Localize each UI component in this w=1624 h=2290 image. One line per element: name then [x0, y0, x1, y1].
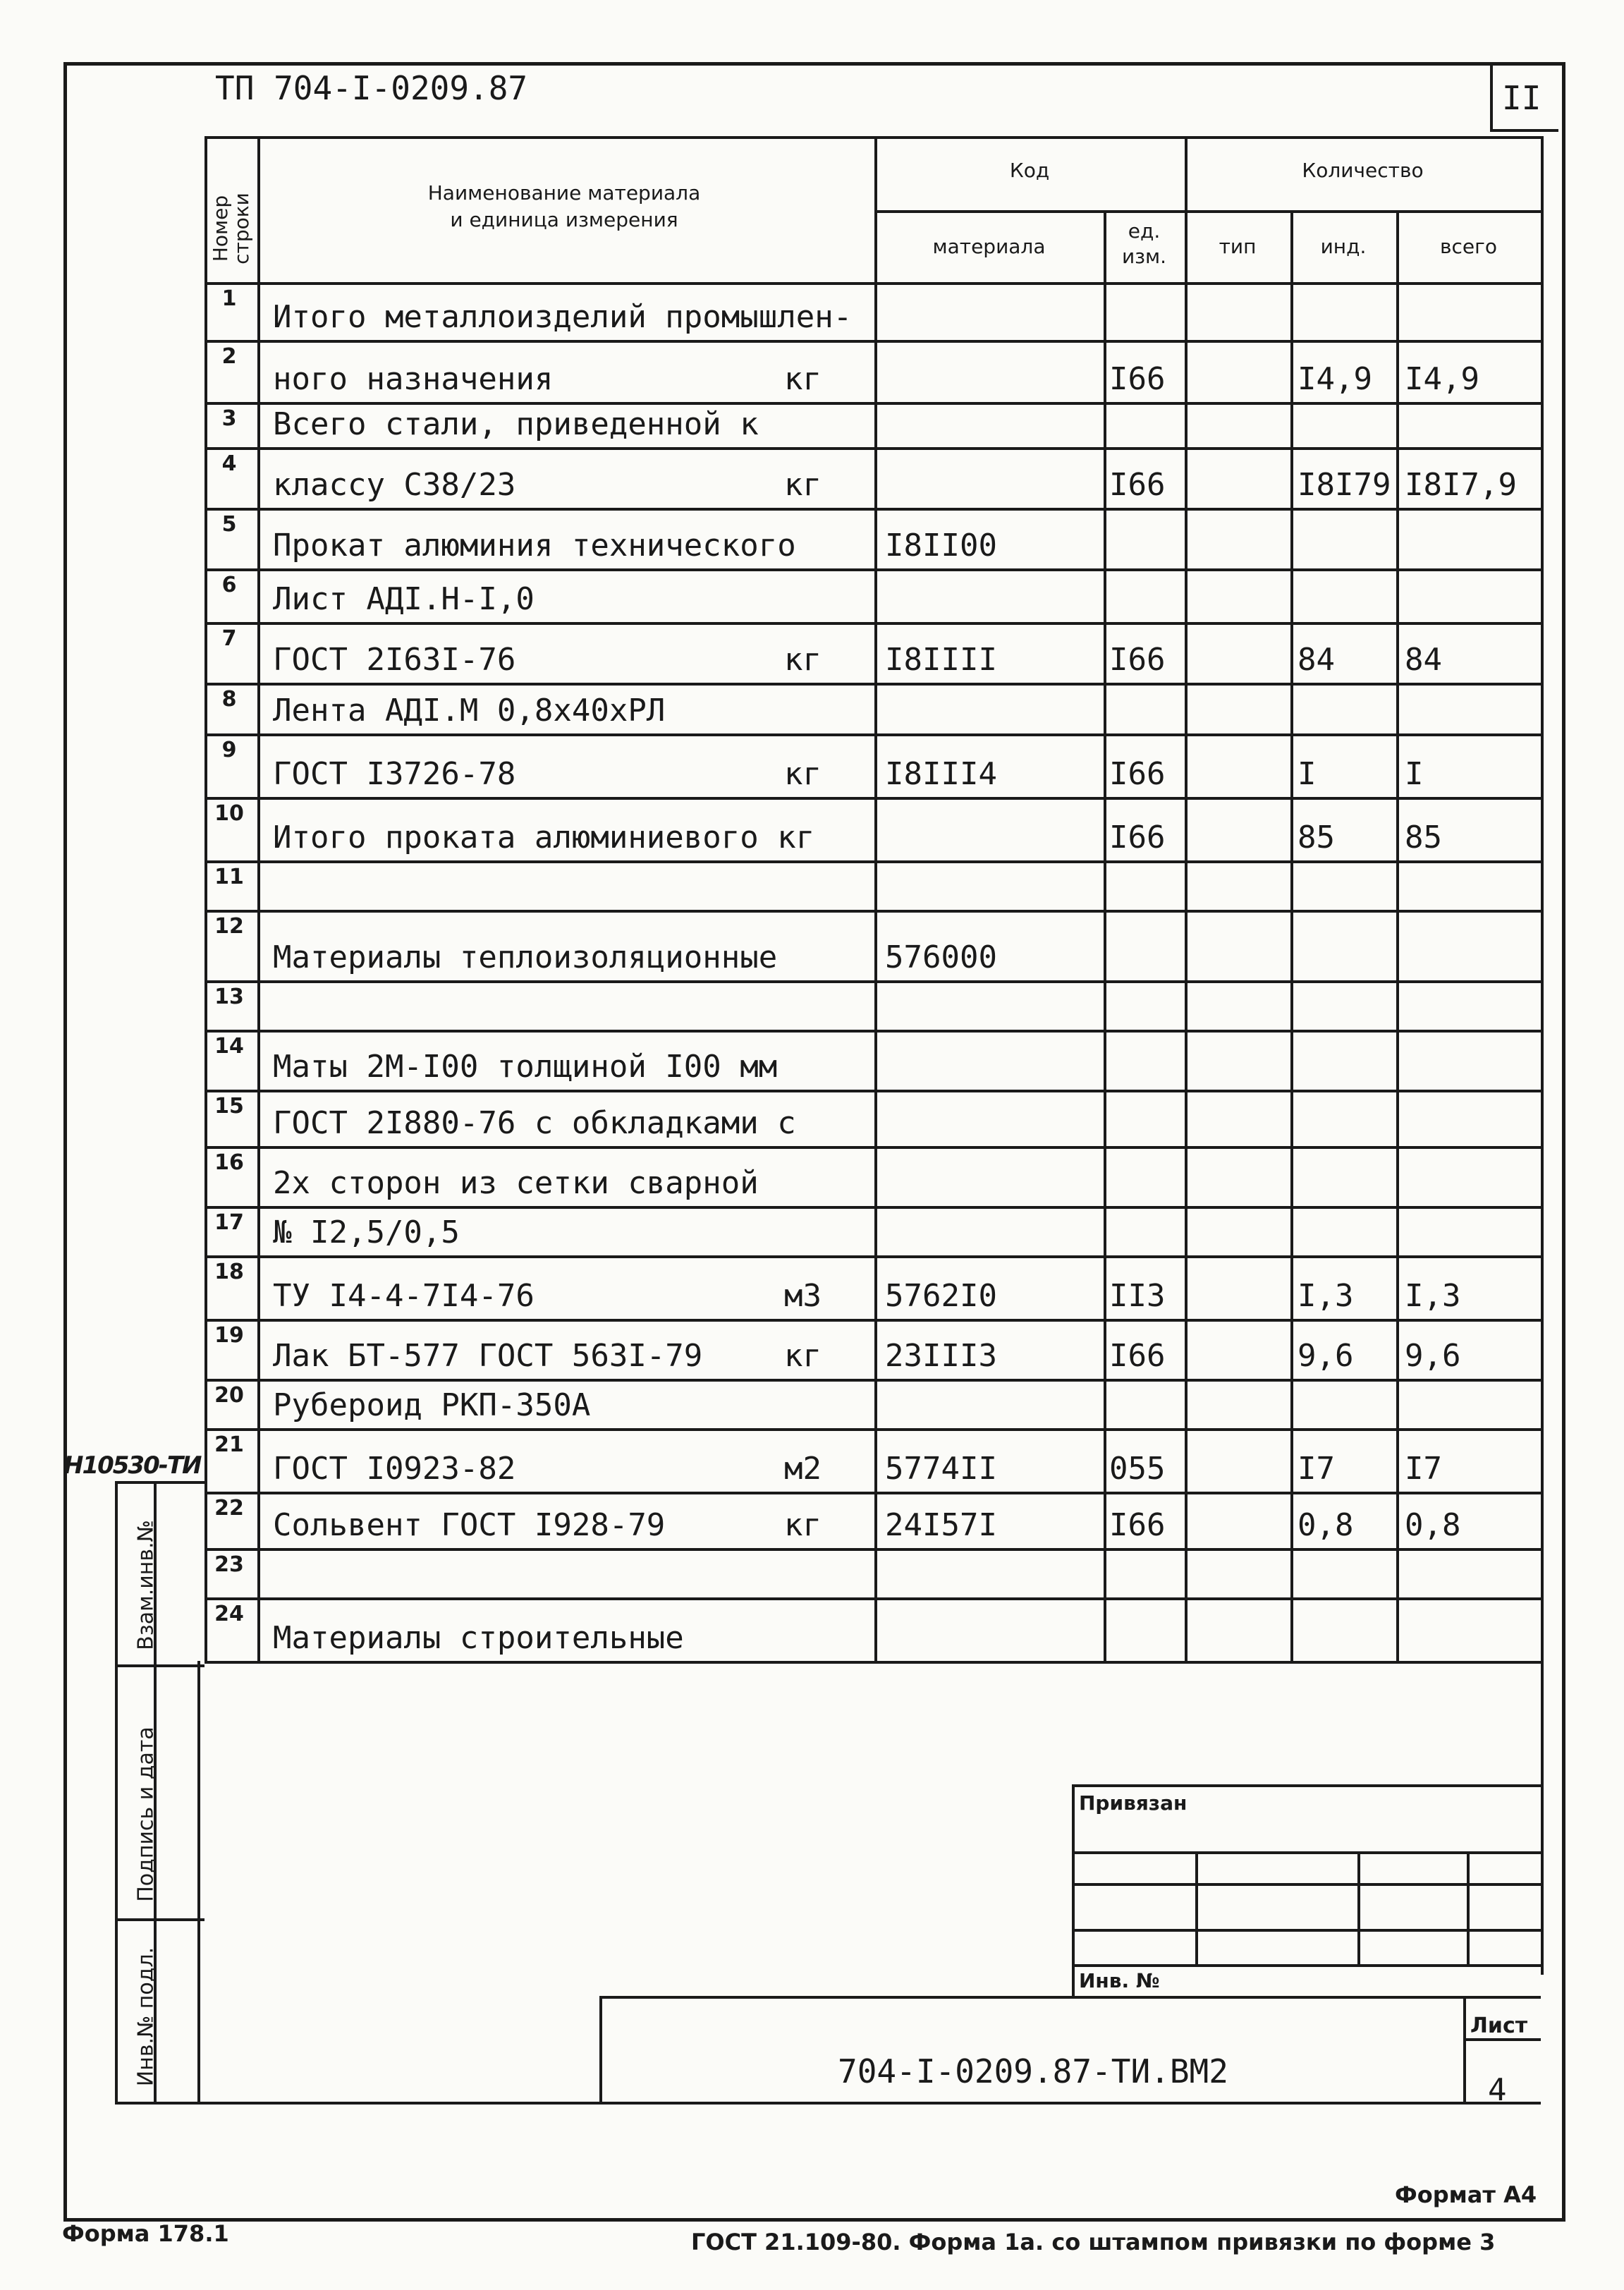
unit-code: I66 — [1109, 467, 1166, 503]
row-line — [204, 1661, 1541, 1664]
row-number: 1 — [221, 286, 237, 311]
unit-label: кг — [784, 642, 822, 678]
individual-qty: I7 — [1298, 1451, 1335, 1487]
row-number: 23 — [214, 1552, 244, 1577]
row-number: 6 — [221, 573, 237, 597]
material-name: Итого металлоизделий промышлен- — [273, 299, 853, 335]
material-name: Материалы теплоизоляционные — [273, 939, 778, 975]
row-line — [204, 1597, 1541, 1600]
col-unit — [1104, 210, 1106, 1661]
unit-code: 055 — [1109, 1451, 1166, 1487]
individual-qty: I — [1298, 756, 1317, 792]
sheet-value: 4 — [1488, 2072, 1507, 2108]
replaced-inv-label: Взам.инв.№ — [133, 1520, 159, 1650]
archive-code: Н10530-ТИ — [63, 1451, 201, 1480]
field-bottom — [197, 2102, 1541, 2105]
material-code: I8IIII — [885, 642, 997, 678]
col-total — [1396, 210, 1399, 1661]
attached-label: Привязан — [1079, 1791, 1188, 1815]
material-name: Прокат алюминия технического — [273, 528, 796, 564]
unit-code-header: ед. изм. — [1121, 219, 1167, 268]
total-qty: 85 — [1405, 820, 1442, 855]
total-qty: I — [1405, 756, 1424, 792]
row-line — [204, 1548, 1541, 1551]
material-code: 24I57I — [885, 1507, 997, 1543]
material-name: ГОСТ I3726-78 — [273, 756, 516, 792]
row-number: 15 — [214, 1094, 244, 1119]
stamp-col-3 — [1467, 1851, 1470, 1964]
sheet-number: II — [1502, 79, 1541, 117]
material-name: Лист АДI.Н-I,0 — [273, 581, 535, 617]
col-name — [257, 136, 260, 1661]
row-line — [204, 1428, 1541, 1431]
row-number: 13 — [214, 985, 244, 1009]
material-name: Материалы строительные — [273, 1620, 684, 1656]
row-number: 24 — [214, 1602, 244, 1626]
margin-strip-outer — [115, 1481, 118, 2102]
row-line — [204, 980, 1541, 983]
material-name: Лак БТ-577 ГОСТ 563I-79 — [273, 1338, 703, 1374]
col-ind — [1290, 210, 1293, 1661]
header-bottom — [204, 282, 1541, 285]
total-qty: I4,9 — [1405, 361, 1479, 397]
row-line — [204, 1030, 1541, 1033]
material-name: Сольвент ГОСТ I928-79 — [273, 1507, 666, 1543]
format-label: Формат А4 — [1395, 2181, 1537, 2208]
row-number: 7 — [221, 626, 237, 651]
col-material — [874, 136, 877, 1661]
orig-inv-label: Инв.№ подл. — [133, 1947, 159, 2087]
table-top — [204, 136, 1541, 139]
row-number: 16 — [214, 1150, 244, 1175]
material-name: ного назначения — [273, 361, 554, 397]
material-name: классу С38/23 — [273, 467, 516, 503]
row-number: 11 — [214, 865, 244, 889]
individual-qty: 9,6 — [1298, 1338, 1354, 1374]
row-line — [204, 797, 1541, 800]
sheet-box-mid — [1463, 2038, 1541, 2041]
title-top — [599, 1996, 1541, 1999]
material-code: 576000 — [885, 939, 997, 975]
row-number: 8 — [221, 687, 237, 712]
row-line — [204, 683, 1541, 686]
individual-qty: I4,9 — [1298, 361, 1372, 397]
total-qty: 9,6 — [1405, 1338, 1461, 1374]
stamp-row-3 — [1072, 1929, 1541, 1932]
row-number: 20 — [214, 1383, 244, 1408]
individual-qty: 0,8 — [1298, 1507, 1354, 1543]
total-qty: 0,8 — [1405, 1507, 1461, 1543]
row-line — [204, 1090, 1541, 1092]
stamp-row-1 — [1072, 1851, 1541, 1854]
material-name: 2х сторон из сетки сварной — [273, 1165, 759, 1201]
material-name: ТУ I4-4-7I4-76 — [273, 1278, 535, 1314]
unit-code: I66 — [1109, 820, 1166, 855]
row-number-header: Номер строки — [209, 193, 253, 264]
signature-date-label: Подпись и дата — [133, 1726, 159, 1902]
row-line — [204, 1379, 1541, 1382]
individual-qty: I,3 — [1298, 1278, 1354, 1314]
row-number: 4 — [221, 451, 237, 476]
total-header: всего — [1440, 235, 1497, 258]
individual-header: инд. — [1320, 235, 1367, 258]
unit-label: м2 — [784, 1451, 822, 1487]
col-type — [1185, 136, 1188, 1661]
margin-div-2 — [115, 1918, 204, 1921]
unit-code: I66 — [1109, 642, 1166, 678]
margin-bottom — [115, 2102, 204, 2105]
stamp-row-4 — [1072, 1964, 1541, 1967]
material-code: 5762I0 — [885, 1278, 997, 1314]
row-line — [204, 1492, 1541, 1494]
material-name: № I2,5/0,5 — [273, 1214, 460, 1250]
margin-div-1 — [115, 1664, 204, 1667]
unit-label: кг — [784, 467, 822, 503]
row-line — [204, 1319, 1541, 1322]
margin-top — [115, 1481, 204, 1484]
stamp-row-2 — [1072, 1883, 1541, 1886]
gost-label: ГОСТ 21.109-80. Форма 1а. со штампом привязки по форме 3 — [691, 2229, 1496, 2255]
total-qty: I,3 — [1405, 1278, 1461, 1314]
unit-label: кг — [784, 1507, 822, 1543]
unit-label: кг — [784, 361, 822, 397]
row-number: 21 — [214, 1432, 244, 1457]
unit-code: I66 — [1109, 1507, 1166, 1543]
material-name: Лента АДI.М 0,8х40хРЛ — [273, 693, 666, 729]
row-line — [204, 1255, 1541, 1258]
col-right — [1541, 136, 1544, 1975]
material-name: ГОСТ I0923-82 — [273, 1451, 516, 1487]
unit-label: м3 — [784, 1278, 822, 1314]
material-code: 5774II — [885, 1451, 997, 1487]
total-qty: 84 — [1405, 642, 1442, 678]
row-number: 19 — [214, 1323, 244, 1348]
individual-qty: 84 — [1298, 642, 1335, 678]
row-line — [204, 1146, 1541, 1149]
unit-label: кг — [784, 1338, 822, 1374]
material-name: Итого проката алюминиевого кг — [273, 820, 815, 855]
unit-code: I66 — [1109, 361, 1166, 397]
row-line — [204, 860, 1541, 863]
document-designation: 704-I-0209.87-ТИ.ВМ2 — [838, 2052, 1228, 2090]
material-code-header: материала — [932, 235, 1046, 258]
row-number: 10 — [214, 801, 244, 826]
material-name: Маты 2М-I00 толщиной I00 мм — [273, 1049, 778, 1085]
type-header: тип — [1219, 235, 1257, 258]
row-line — [204, 733, 1541, 736]
quantity-header: Количество — [1302, 159, 1424, 182]
row-line — [204, 622, 1541, 625]
stamp-col-1 — [1195, 1851, 1198, 1964]
doc-code: ТП 704-I-0209.87 — [215, 69, 528, 107]
name-header: Наименование материала и единица измерения — [427, 181, 701, 231]
material-code: 23III3 — [885, 1338, 997, 1374]
unit-code: I66 — [1109, 1338, 1166, 1374]
unit-label: кг — [784, 756, 822, 792]
material-code: I8III4 — [885, 756, 997, 792]
row-number: 17 — [214, 1210, 244, 1235]
inv-no-label: Инв. № — [1079, 1969, 1160, 1992]
total-qty: I8I7,9 — [1405, 467, 1517, 503]
row-line — [204, 1206, 1541, 1209]
row-number: 3 — [221, 406, 237, 431]
row-number: 9 — [221, 738, 237, 762]
individual-qty: I8I79 — [1298, 467, 1391, 503]
col-left — [204, 136, 207, 1661]
header-mid-line — [874, 210, 1541, 213]
total-qty: I7 — [1405, 1451, 1442, 1487]
stamp-col-2 — [1357, 1851, 1360, 1964]
row-number: 22 — [214, 1496, 244, 1521]
form-label: Форма 178.1 — [62, 2220, 229, 2247]
row-number: 5 — [221, 512, 237, 537]
material-name: Всего стали, приведенной к — [273, 406, 759, 442]
unit-code: I66 — [1109, 756, 1166, 792]
material-name: Рубероид РКП-350А — [273, 1387, 591, 1423]
row-line — [204, 340, 1541, 343]
left-frame-lower — [197, 1661, 200, 2102]
material-name: ГОСТ 2I880-76 с обкладками с — [273, 1105, 796, 1141]
row-line — [204, 447, 1541, 450]
row-line — [204, 508, 1541, 511]
row-number: 2 — [221, 344, 237, 369]
individual-qty: 85 — [1298, 820, 1335, 855]
row-line — [204, 568, 1541, 571]
row-line — [204, 910, 1541, 913]
row-line — [204, 402, 1541, 405]
row-number: 12 — [214, 914, 244, 939]
stamp-top — [1072, 1784, 1541, 1787]
row-number: 14 — [214, 1034, 244, 1059]
material-code: I8II00 — [885, 528, 997, 564]
material-name: ГОСТ 2I63I-76 — [273, 642, 516, 678]
code-header: Код — [1009, 159, 1050, 182]
sheet-label: Лист — [1470, 2014, 1528, 2038]
unit-code: II3 — [1109, 1278, 1166, 1314]
row-number: 18 — [214, 1260, 244, 1284]
